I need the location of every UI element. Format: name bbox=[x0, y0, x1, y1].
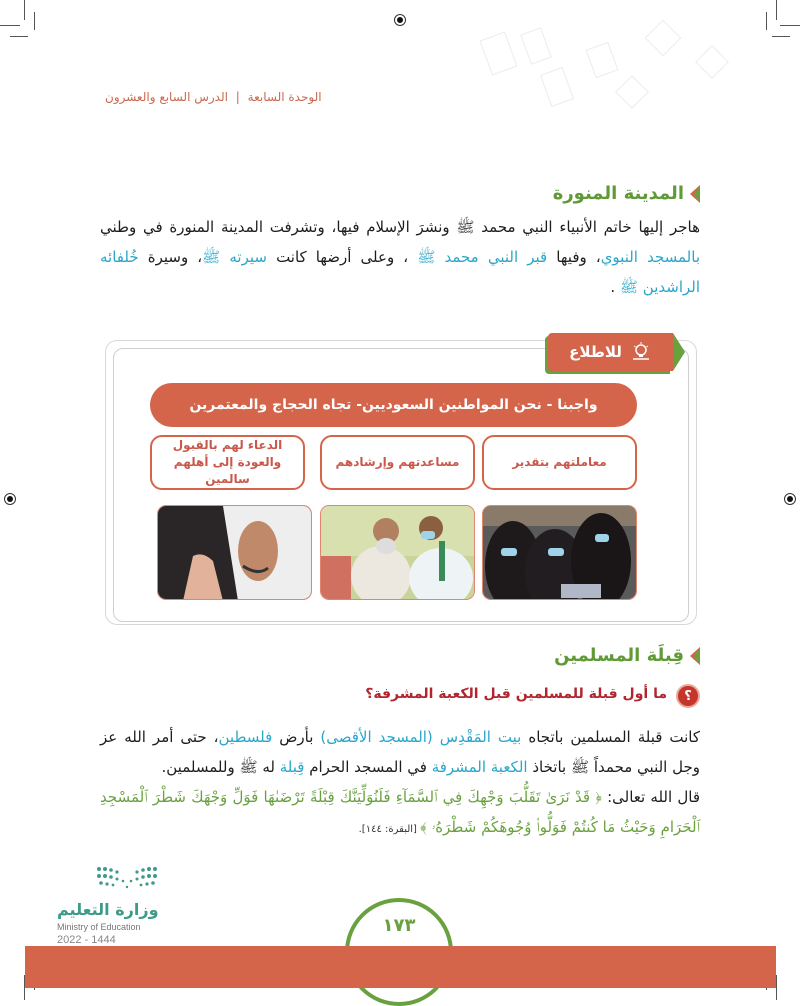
decorative-shape bbox=[540, 67, 574, 107]
duty-card bbox=[150, 435, 305, 490]
man-praying-hands-photo bbox=[157, 505, 312, 600]
highlighted-term: بالمسجد النبوي bbox=[600, 248, 700, 266]
paragraph-text: ، وفيها bbox=[547, 248, 601, 266]
paragraph-text: في المسجد الحرام bbox=[304, 758, 432, 776]
paragraph-text: . bbox=[610, 278, 620, 296]
decorative-shape bbox=[479, 31, 517, 75]
duty-banner: واجبنا - نحن المواطنين السعوديين- تجاه الحجاج والمعتمرين bbox=[150, 383, 637, 427]
paragraph-text: بأرض bbox=[272, 728, 321, 746]
verse-reference: [البقرة: ١٤٤]. bbox=[358, 824, 421, 835]
quran-verse: ﴿ قَدْ نَرَىٰ تَقَلُّبَ وَجْهِكَ فِي ٱلسَّمَآءِ فَلَنُوَلِّيَنَّكَ قِبْلَةً تَرْضَىٰهَا فَوَلِّ وَجْهَكَ شَطْرَ ٱلْمَسْجِدِ ٱلْحَرَامِ وَحَيْثُ مَا كُنتُمْ فَوَلُّوا۟ وُجُوهَكُمْ شَطْرَهُۥ ﴾ bbox=[100, 788, 700, 836]
crop-mark bbox=[776, 975, 777, 1000]
lesson-header bbox=[105, 90, 322, 104]
section-title-text: المدينة المنورة bbox=[552, 183, 684, 204]
crop-mark bbox=[0, 25, 20, 26]
verse-intro: قال الله تعالى: bbox=[601, 788, 701, 806]
duty-card-text: معاملتهم بتقدير bbox=[512, 455, 607, 469]
registration-mark-top bbox=[394, 14, 406, 26]
chevron-bullet-icon bbox=[690, 185, 700, 203]
section-title-text: قِبلَة المسلمين bbox=[554, 645, 684, 666]
paragraph-text: ، وسيرة bbox=[138, 248, 203, 266]
section-title-madinah bbox=[553, 183, 700, 204]
paragraph-text: كانت قبلة المسلمين باتجاه bbox=[521, 728, 700, 746]
footer-bar bbox=[25, 946, 776, 988]
lightbulb-book-icon bbox=[630, 342, 652, 362]
highlighted-term: قبر النبي محمد ﷺ bbox=[417, 248, 548, 266]
question-text: ما أول قبلة للمسلمين قبل الكعبة المشرفة؟ bbox=[365, 686, 667, 702]
academic-year: 2022 - 1444 bbox=[57, 934, 116, 946]
crop-mark bbox=[24, 0, 25, 20]
paragraph-text: ، وعلى أرضها كانت bbox=[266, 248, 418, 266]
crop-mark bbox=[780, 25, 800, 26]
duty-card bbox=[482, 435, 637, 490]
paragraph-text: ، حتى أمر الله عز وجل النبي محمداً ﷺ باتخاذ bbox=[100, 728, 700, 776]
madinah-paragraph bbox=[100, 212, 700, 302]
decorative-shape bbox=[695, 45, 729, 79]
lesson-label: الدرس السابع والعشرون bbox=[105, 90, 228, 104]
highlighted-term: قِبلة bbox=[279, 758, 305, 776]
paragraph-text: له ﷺ وللمسلمين. bbox=[161, 758, 280, 776]
duty-card bbox=[320, 435, 475, 490]
highlighted-term: فلسطين bbox=[218, 728, 273, 746]
header-separator: | bbox=[235, 90, 240, 104]
paragraph-text: هاجر إليها خاتم الأنبياء النبي محمد ﷺ ونشرَ الإسلام فيها، وتشرفت المدينة المنورة في وطني bbox=[100, 218, 700, 236]
chevron-bullet-icon bbox=[690, 647, 700, 665]
highlighted-term: خُلفائه الراشدين ﷺ bbox=[100, 248, 700, 296]
crop-mark bbox=[10, 36, 28, 37]
scout-helping-elderly-pilgrim-photo bbox=[320, 505, 475, 600]
decorative-shape bbox=[520, 27, 552, 65]
crop-mark bbox=[34, 12, 35, 30]
info-tag-label: للاطلاع bbox=[569, 343, 622, 361]
duty-card-text: مساعدتهم وإرشادهم bbox=[335, 455, 460, 469]
highlighted-term: بيت المَقْدِس (المسجد الأقصى) bbox=[320, 728, 522, 746]
unit-label: الوحدة السابعة bbox=[247, 90, 322, 104]
page-number: ١٧٣ bbox=[382, 915, 416, 936]
ministry-name-english: Ministry of Education bbox=[57, 922, 141, 932]
decorative-shape bbox=[586, 42, 619, 78]
decorative-shape bbox=[615, 75, 649, 109]
crop-mark bbox=[776, 0, 777, 20]
highlighted-term: الكعبة المشرفة bbox=[431, 758, 528, 776]
crop-mark bbox=[766, 12, 767, 30]
ministry-logo-dots-icon bbox=[96, 865, 158, 895]
registration-mark-right bbox=[784, 493, 796, 505]
highlighted-term: سيرته ﷺ bbox=[202, 248, 267, 266]
section-title-qibla bbox=[554, 645, 700, 666]
question-icon: ؟ bbox=[676, 684, 700, 708]
decorative-shape bbox=[645, 20, 682, 57]
registration-mark-left bbox=[4, 493, 16, 505]
women-volunteers-assisting-pilgrims-photo bbox=[482, 505, 637, 600]
duty-card-text: الدعاء لهم بالقبول والعودة إلى أهلهم سالمين bbox=[172, 438, 283, 486]
ministry-name-arabic: وزارة التعليم bbox=[57, 900, 159, 919]
qibla-paragraph bbox=[100, 722, 700, 845]
info-tag bbox=[548, 333, 673, 371]
crop-mark bbox=[772, 36, 790, 37]
